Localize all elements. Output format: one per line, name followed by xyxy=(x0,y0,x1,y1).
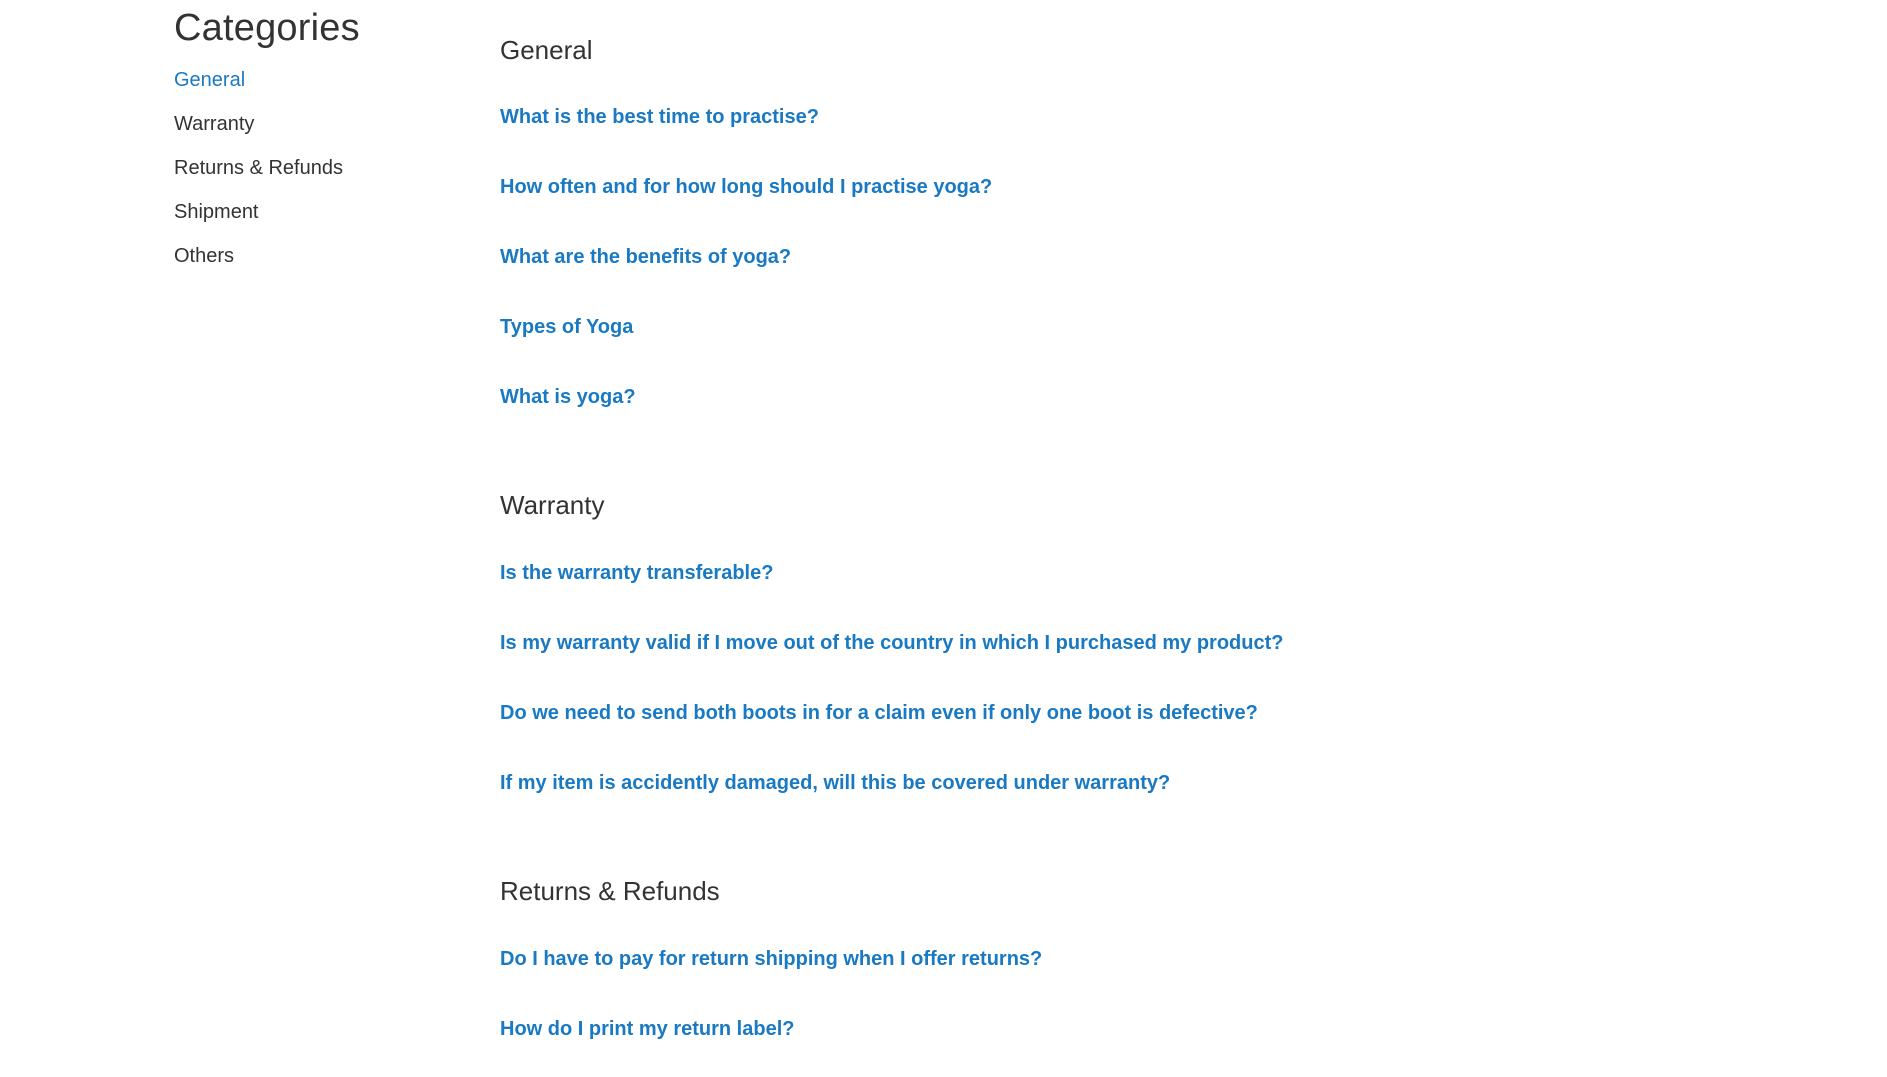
faq-question-link[interactable]: Is my warranty valid if I move out of the country in which I purchased my product? xyxy=(500,632,1284,654)
section-title: Returns & Refunds xyxy=(500,876,720,906)
faq-question-link[interactable]: Is the warranty transferable? xyxy=(500,562,774,584)
question-list xyxy=(500,105,1800,455)
faq-question-link[interactable]: What are the benefits of yoga? xyxy=(500,246,792,268)
faq-question-link[interactable]: Do I have to pay for return shipping when I offer returns? xyxy=(500,948,1043,970)
categories-sidebar xyxy=(174,0,474,288)
category-link-general[interactable]: General xyxy=(174,69,246,91)
question-list xyxy=(500,561,1800,841)
section-title: Warranty xyxy=(500,490,605,520)
question-list xyxy=(500,947,1800,1077)
faq-question-link[interactable]: Do we need to send both boots in for a claim even if only one boot is defective? xyxy=(500,702,1258,724)
faq-question-link[interactable]: If my item is accidently damaged, will this be covered under warranty? xyxy=(500,772,1171,794)
categories-list xyxy=(174,68,474,288)
section-title: General xyxy=(500,35,593,65)
faq-main xyxy=(500,0,1800,1077)
categories-title: Categories xyxy=(174,7,360,49)
faq-question-link[interactable]: What is yoga? xyxy=(500,386,636,408)
faq-question-link[interactable]: Types of Yoga xyxy=(500,316,634,338)
section-warranty xyxy=(500,455,1800,841)
category-link-warranty[interactable]: Warranty xyxy=(174,113,255,135)
section-general xyxy=(500,0,1800,455)
category-link-returns-refunds[interactable]: Returns & Refunds xyxy=(174,157,343,179)
faq-question-link[interactable]: How often and for how long should I practise yoga? xyxy=(500,176,993,198)
section-returns-refunds xyxy=(500,841,1800,1077)
category-link-others[interactable]: Others xyxy=(174,245,235,267)
faq-question-link[interactable]: How do I print my return label? xyxy=(500,1018,795,1040)
faq-question-link[interactable]: What is the best time to practise? xyxy=(500,106,819,128)
category-link-shipment[interactable]: Shipment xyxy=(174,201,259,223)
